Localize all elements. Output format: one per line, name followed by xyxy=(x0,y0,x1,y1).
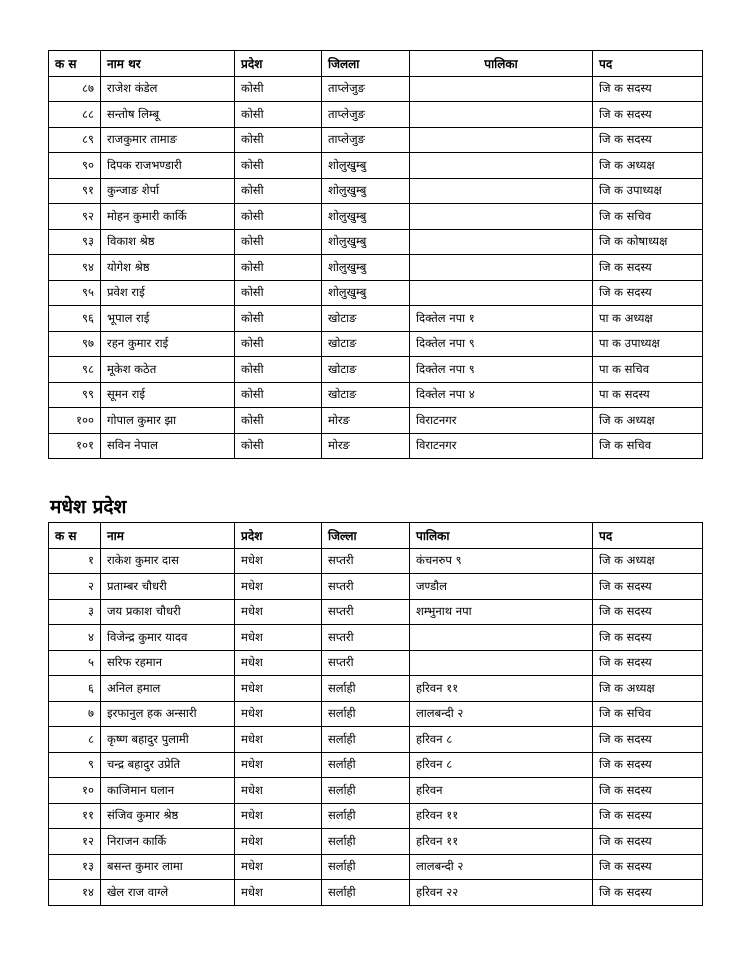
cell-district: सर्लाही xyxy=(322,854,410,880)
cell-province: मधेश xyxy=(235,880,322,906)
cell-municipality: विराटनगर xyxy=(410,408,593,434)
cell-province: कोसी xyxy=(235,204,322,230)
cell-province: मधेश xyxy=(235,548,322,574)
cell-serial: १३ xyxy=(49,854,101,880)
cell-district: शोलुखुम्बु xyxy=(322,229,410,255)
cell-municipality xyxy=(410,76,593,102)
cell-serial: ६ xyxy=(49,676,101,702)
cell-name: दिपक राजभण्डारी xyxy=(101,153,235,179)
cell-province: मधेश xyxy=(235,727,322,753)
cell-municipality xyxy=(410,255,593,281)
cell-position: जि क सदस्य xyxy=(593,880,703,906)
cell-name: निराजन कार्कि xyxy=(101,829,235,855)
cell-province: मधेश xyxy=(235,650,322,676)
cell-serial: ९१ xyxy=(49,178,101,204)
header-position: पद xyxy=(593,51,703,77)
cell-name: रहन कुमार राई xyxy=(101,331,235,357)
header-name: नाम थर xyxy=(101,51,235,77)
cell-position: जि क सदस्य xyxy=(593,727,703,753)
cell-serial: २ xyxy=(49,574,101,600)
cell-position: जि क सदस्य xyxy=(593,102,703,128)
cell-district: मोरङ xyxy=(322,433,410,459)
table-header-row xyxy=(49,51,703,77)
cell-province: कोसी xyxy=(235,127,322,153)
cell-serial: १२ xyxy=(49,829,101,855)
cell-municipality xyxy=(410,625,593,651)
cell-serial: १ xyxy=(49,548,101,574)
cell-municipality xyxy=(410,127,593,153)
cell-district: खोटाङ xyxy=(322,357,410,383)
cell-province: मधेश xyxy=(235,803,322,829)
cell-district: ताप्लेजुङ xyxy=(322,102,410,128)
cell-province: मधेश xyxy=(235,574,322,600)
table-row xyxy=(49,880,703,906)
table-row xyxy=(49,76,703,102)
table-row xyxy=(49,306,703,332)
cell-serial: ८७ xyxy=(49,76,101,102)
cell-name: इरफानुल हक अन्सारी xyxy=(101,701,235,727)
cell-serial: ९५ xyxy=(49,280,101,306)
cell-district: सर्लाही xyxy=(322,829,410,855)
cell-name: कुन्जाङ शेर्पा xyxy=(101,178,235,204)
cell-province: कोसी xyxy=(235,331,322,357)
cell-serial: ८ xyxy=(49,727,101,753)
cell-district: सप्तरी xyxy=(322,625,410,651)
cell-district: शोलुखुम्बु xyxy=(322,204,410,230)
cell-name: सन्तोष लिम्बू xyxy=(101,102,235,128)
table-row xyxy=(49,102,703,128)
cell-municipality xyxy=(410,650,593,676)
cell-district: सर्लाही xyxy=(322,880,410,906)
cell-serial: ९६ xyxy=(49,306,101,332)
cell-municipality: हरिवन xyxy=(410,778,593,804)
cell-position: जि क सदस्य xyxy=(593,752,703,778)
table-row xyxy=(49,676,703,702)
table-row xyxy=(49,357,703,383)
cell-serial: ७ xyxy=(49,701,101,727)
cell-province: मधेश xyxy=(235,752,322,778)
cell-province: कोसी xyxy=(235,178,322,204)
cell-serial: १० xyxy=(49,778,101,804)
header-municipality: पालिका xyxy=(410,523,593,549)
cell-name: भूपाल राई xyxy=(101,306,235,332)
cell-district: सर्लाही xyxy=(322,803,410,829)
cell-serial: ४ xyxy=(49,625,101,651)
cell-province: कोसी xyxy=(235,229,322,255)
table-row xyxy=(49,280,703,306)
cell-district: मोरङ xyxy=(322,408,410,434)
cell-name: खेल राज वाग्ले xyxy=(101,880,235,906)
cell-serial: ५ xyxy=(49,650,101,676)
cell-name: राजेश कंडेल xyxy=(101,76,235,102)
table-row xyxy=(49,803,703,829)
cell-province: कोसी xyxy=(235,255,322,281)
cell-name: संजिव कुमार श्रेष्ठ xyxy=(101,803,235,829)
cell-district: सप्तरी xyxy=(322,650,410,676)
koshi-members-table xyxy=(48,50,703,459)
cell-province: कोसी xyxy=(235,153,322,179)
cell-name: सूमन राई xyxy=(101,382,235,408)
cell-district: खोटाङ xyxy=(322,306,410,332)
cell-district: ताप्लेजुङ xyxy=(322,127,410,153)
cell-position: जि क अध्यक्ष xyxy=(593,548,703,574)
cell-position: जि क सदस्य xyxy=(593,574,703,600)
cell-name: राजकुमार तामाङ xyxy=(101,127,235,153)
cell-position: पा क अध्यक्ष xyxy=(593,306,703,332)
header-serial: क स xyxy=(49,523,101,549)
table-row xyxy=(49,701,703,727)
header-district: जिलला xyxy=(322,51,410,77)
cell-serial: १४ xyxy=(49,880,101,906)
cell-position: जि क अध्यक्ष xyxy=(593,676,703,702)
cell-serial: ९३ xyxy=(49,229,101,255)
table-row xyxy=(49,229,703,255)
cell-serial: ९२ xyxy=(49,204,101,230)
header-municipality: पालिका xyxy=(410,51,593,77)
cell-municipality: कंचनरुप ९ xyxy=(410,548,593,574)
table-row xyxy=(49,829,703,855)
cell-name: प्रवेश राई xyxy=(101,280,235,306)
cell-municipality: हरिवन २२ xyxy=(410,880,593,906)
cell-municipality: दिक्तेल नपा १ xyxy=(410,306,593,332)
section-heading: मधेश प्रदेश xyxy=(50,496,127,518)
cell-position: पा क उपाध्यक्ष xyxy=(593,331,703,357)
cell-position: जि क सदस्य xyxy=(593,650,703,676)
table-row xyxy=(49,153,703,179)
table-row xyxy=(49,778,703,804)
cell-serial: ११ xyxy=(49,803,101,829)
cell-name: मोहन कुमारी कार्कि xyxy=(101,204,235,230)
cell-serial: १०० xyxy=(49,408,101,434)
cell-province: मधेश xyxy=(235,599,322,625)
table-row xyxy=(49,331,703,357)
table-row xyxy=(49,574,703,600)
table-row xyxy=(49,204,703,230)
cell-serial: ९० xyxy=(49,153,101,179)
cell-province: कोसी xyxy=(235,102,322,128)
table-row xyxy=(49,178,703,204)
cell-position: जि क अध्यक्ष xyxy=(593,153,703,179)
header-serial: क स xyxy=(49,51,101,77)
cell-name: विजेन्द्र कुमार यादव xyxy=(101,625,235,651)
cell-position: जि क सचिव xyxy=(593,433,703,459)
cell-position: जि क सचिव xyxy=(593,204,703,230)
header-position: पद xyxy=(593,523,703,549)
table-row xyxy=(49,625,703,651)
table-row xyxy=(49,408,703,434)
cell-name: सरिफ रहमान xyxy=(101,650,235,676)
table-row xyxy=(49,433,703,459)
cell-district: ताप्लेजुङ xyxy=(322,76,410,102)
cell-position: जि क अध्यक्ष xyxy=(593,408,703,434)
cell-position: जि क सदस्य xyxy=(593,803,703,829)
cell-name: प्रताम्बर चौधरी xyxy=(101,574,235,600)
cell-province: मधेश xyxy=(235,676,322,702)
cell-district: खोटाङ xyxy=(322,382,410,408)
cell-serial: ८८ xyxy=(49,102,101,128)
cell-province: कोसी xyxy=(235,306,322,332)
cell-municipality xyxy=(410,204,593,230)
cell-municipality: दिक्तेल नपा ९ xyxy=(410,331,593,357)
cell-municipality: हरिवन ८ xyxy=(410,727,593,753)
cell-name: मूकेश कठेत xyxy=(101,357,235,383)
cell-province: कोसी xyxy=(235,357,322,383)
cell-municipality: हरिवन ११ xyxy=(410,829,593,855)
header-province: प्रदेश xyxy=(235,51,322,77)
cell-name: योगेश श्रेष्ठ xyxy=(101,255,235,281)
cell-position: जि क उपाध्यक्ष xyxy=(593,178,703,204)
cell-municipality: दिक्तेल नपा ४ xyxy=(410,382,593,408)
cell-municipality: हरिवन ८ xyxy=(410,752,593,778)
madhesh-members-table xyxy=(48,522,703,906)
cell-position: जि क सदस्य xyxy=(593,625,703,651)
cell-province: मधेश xyxy=(235,829,322,855)
cell-province: मधेश xyxy=(235,778,322,804)
cell-municipality xyxy=(410,153,593,179)
cell-district: सर्लाही xyxy=(322,727,410,753)
cell-position: जि क सचिव xyxy=(593,701,703,727)
cell-position: जि क सदस्य xyxy=(593,127,703,153)
cell-name: जय प्रकाश चौधरी xyxy=(101,599,235,625)
cell-municipality: दिक्तेल नपा ९ xyxy=(410,357,593,383)
cell-position: जि क कोषाध्यक्ष xyxy=(593,229,703,255)
cell-name: अनिल हमाल xyxy=(101,676,235,702)
table-row xyxy=(49,127,703,153)
cell-district: सप्तरी xyxy=(322,599,410,625)
cell-province: मधेश xyxy=(235,701,322,727)
cell-position: जि क सदस्य xyxy=(593,599,703,625)
cell-district: शोलुखुम्बु xyxy=(322,153,410,179)
cell-province: कोसी xyxy=(235,433,322,459)
cell-position: जि क सदस्य xyxy=(593,280,703,306)
cell-name: काजिमान घलान xyxy=(101,778,235,804)
cell-position: जि क सदस्य xyxy=(593,854,703,880)
cell-municipality: लालबन्दी २ xyxy=(410,854,593,880)
cell-name: विकाश श्रेष्ठ xyxy=(101,229,235,255)
cell-municipality: हरिवन ११ xyxy=(410,676,593,702)
table-row xyxy=(49,727,703,753)
cell-serial: ३ xyxy=(49,599,101,625)
header-province: प्रदेश xyxy=(235,523,322,549)
cell-position: जि क सदस्य xyxy=(593,829,703,855)
header-district: जिल्ला xyxy=(322,523,410,549)
cell-name: बसन्त कुमार लामा xyxy=(101,854,235,880)
header-name: नाम xyxy=(101,523,235,549)
cell-district: शोलुखुम्बु xyxy=(322,178,410,204)
cell-district: सर्लाही xyxy=(322,676,410,702)
cell-serial: १०१ xyxy=(49,433,101,459)
cell-municipality xyxy=(410,178,593,204)
cell-name: कृष्ण बहादुर पुलामी xyxy=(101,727,235,753)
cell-district: सर्लाही xyxy=(322,778,410,804)
cell-province: मधेश xyxy=(235,625,322,651)
cell-name: सविन नेपाल xyxy=(101,433,235,459)
cell-name: गोपाल कुमार झा xyxy=(101,408,235,434)
table-header-row xyxy=(49,523,703,549)
cell-municipality: शम्भुनाथ नपा xyxy=(410,599,593,625)
cell-province: कोसी xyxy=(235,76,322,102)
cell-province: कोसी xyxy=(235,382,322,408)
cell-district: सर्लाही xyxy=(322,701,410,727)
cell-district: सर्लाही xyxy=(322,752,410,778)
cell-district: खोटाङ xyxy=(322,331,410,357)
cell-district: शोलुखुम्बु xyxy=(322,280,410,306)
cell-municipality: लालबन्दी २ xyxy=(410,701,593,727)
table-row xyxy=(49,650,703,676)
table-row xyxy=(49,599,703,625)
cell-municipality: जण्डौल xyxy=(410,574,593,600)
cell-position: जि क सदस्य xyxy=(593,778,703,804)
cell-province: मधेश xyxy=(235,854,322,880)
cell-name: राकेश कुमार दास xyxy=(101,548,235,574)
cell-municipality xyxy=(410,229,593,255)
cell-municipality xyxy=(410,280,593,306)
table-row xyxy=(49,752,703,778)
cell-serial: ९ xyxy=(49,752,101,778)
cell-municipality xyxy=(410,102,593,128)
cell-position: जि क सदस्य xyxy=(593,76,703,102)
cell-serial: ९८ xyxy=(49,357,101,383)
cell-district: शोलुखुम्बु xyxy=(322,255,410,281)
table-row xyxy=(49,382,703,408)
cell-position: जि क सदस्य xyxy=(593,255,703,281)
cell-position: पा क सदस्य xyxy=(593,382,703,408)
table-row xyxy=(49,854,703,880)
cell-municipality: हरिवन ११ xyxy=(410,803,593,829)
cell-serial: ९४ xyxy=(49,255,101,281)
cell-district: सप्तरी xyxy=(322,548,410,574)
cell-province: कोसी xyxy=(235,408,322,434)
cell-municipality: विराटनगर xyxy=(410,433,593,459)
cell-district: सप्तरी xyxy=(322,574,410,600)
cell-name: चन्द्र बहादुर उप्रेति xyxy=(101,752,235,778)
table-row xyxy=(49,255,703,281)
cell-serial: ८९ xyxy=(49,127,101,153)
table-row xyxy=(49,548,703,574)
cell-serial: ९७ xyxy=(49,331,101,357)
cell-serial: ९९ xyxy=(49,382,101,408)
cell-position: पा क सचिव xyxy=(593,357,703,383)
cell-province: कोसी xyxy=(235,280,322,306)
